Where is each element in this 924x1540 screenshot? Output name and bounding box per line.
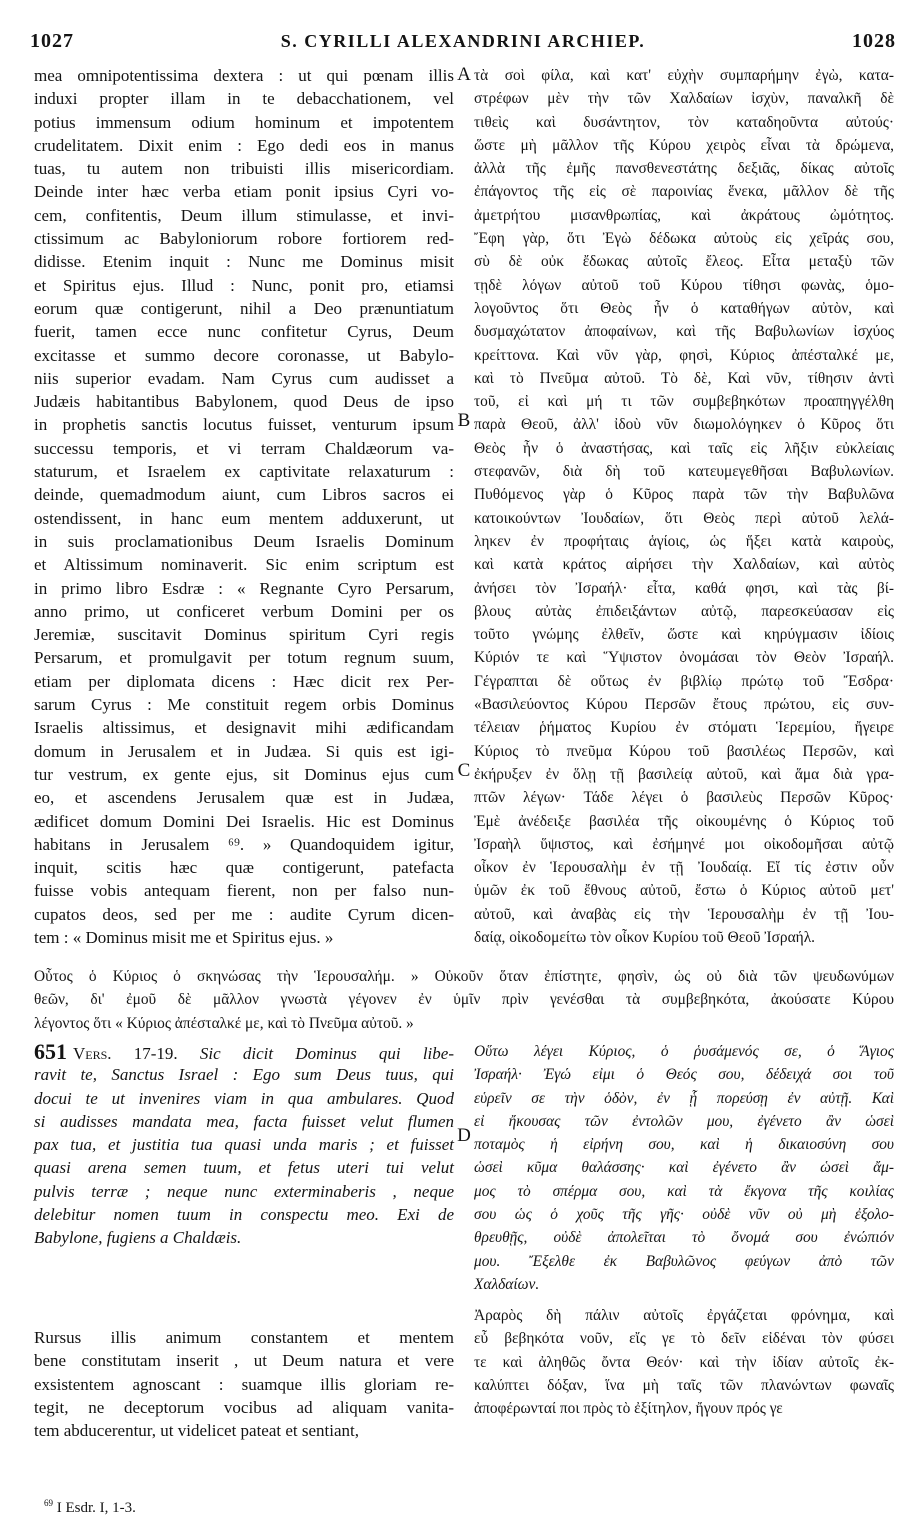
text-line: etiam per diplomata dicens : Hæc dicit rex Per- xyxy=(34,671,454,691)
text-line: καλύπτει δόξαν, ἵνα μὴ ταῖς τῶν πλανώντων φωναῖς xyxy=(474,1376,894,1394)
text-line: induxi propter illam in te debacchationem, vel xyxy=(34,89,454,109)
margin-marker-c: C xyxy=(457,760,471,781)
text-line: eorum quæ contigerunt, nihil a Deo prænuntiatum xyxy=(34,298,454,318)
text-line: εἰ ἤκουσας τῶν ἐντολῶν μου, ἐγένετο ἂν ὡσεὶ xyxy=(474,1112,894,1130)
text-line: ædificet domum Domini Dei Israelis. Hic est Dominus xyxy=(34,811,454,831)
text-line: τέλειαν ῥήματος Κυρίου ἐν στόματι Ἱερεμίου, ἤγειρε xyxy=(474,719,894,737)
text-line: οἶκον ἐν Ἱερουσαλὴμ ἐν τῇ Ἰουδαίᾳ. Εἴ τίς ἐστιν οὖν xyxy=(474,859,894,877)
text-line: παρὰ Θεοῦ, ἀλλ' ἰδοὺ νῦν διωμολόγηκεν ὁ Κῦρος ὅτι xyxy=(474,416,894,434)
text-line: Ἰσραήλ· Ἐγώ εἰμι ὁ Θεός σου, δέδειχά σοι τοῦ xyxy=(474,1066,894,1084)
latin-column-part2 xyxy=(34,1326,454,1442)
text-line: ἀμετρήτου μισανθρωπίας, καὶ ἀκράτους ὠμότητος. xyxy=(474,206,894,224)
text-line: λογοῦντος ὅτι Θεὸς ἦν ὁ καταθήγων αὐτὸν, καὶ xyxy=(474,299,894,317)
text-line: ἀνήσει τὸν Ἰσραήλ· εἶτα, καθά φησι, καὶ τὰς βί- xyxy=(474,579,894,597)
text-line: tuas, tu autem non tribuisti illis misericordiam. xyxy=(34,159,454,179)
text-line: τῃδὲ λόγων αὐτοῦ τοῦ Κύρου τίθησι φωνὰς, ὁμο- xyxy=(474,276,894,294)
text-line: τοῦ, εἰ καὶ μή τι τῶν συμβεβηκότων προαπηγγέλθη xyxy=(474,393,894,411)
text-line: ἀποφέρωνταί ποι πρὸς τὸ ἐξίτηλον, ἤγουν πρός γε xyxy=(474,1400,783,1418)
text-line: Χαλδαίων. xyxy=(474,1275,540,1293)
text-line: Ἰσραὴλ ὕψιστος, καὶ ἐσήμηνέ μοι οἰκοδομῆσαι αὐτῷ xyxy=(474,835,894,853)
text-line: εὑρεῖν σε τὴν ὁδὸν, ἐν ᾗ πορεύσῃ ἐν αὐτῇ. Καὶ xyxy=(474,1089,894,1107)
text-line: tem : « Dominus misit me et Spiritus ejus. » xyxy=(34,927,334,947)
text-line: deinde, quemadmodum aiunt, cum Libros sacros ei xyxy=(34,485,454,505)
text-line: quasi arena semen tuum, et fetus uteri tui velut xyxy=(34,1158,454,1178)
text-line: fuisse vobis antequam fierent, non per falso nun- xyxy=(34,881,454,901)
text-line: Ἀραρὸς δὴ πάλιν αὐτοῖς ἐργάζεται φρόνημα, καὶ xyxy=(474,1307,894,1324)
text-line: στεφανῶν, διὰ δὴ τοῦ κατευμεγεθῆσαι Βαβυλωνίων. xyxy=(474,463,894,481)
section-number: 651 xyxy=(34,1039,67,1064)
running-title: S. CYRILLI ALEXANDRINI ARCHIEP. xyxy=(280,31,646,51)
text-line: «Βασιλεύοντος Κύρου Περσῶν ἔτους πρώτου, εἰς συν- xyxy=(474,696,894,714)
text-line: ostendissent, in hanc eum mentem adduxerunt, ut xyxy=(34,508,454,528)
text-line: Persarum, et promulgavit per totum regnum suum, xyxy=(34,648,454,668)
text-line: κρείττονα. Καὶ νῦν γὰρ, φησὶ, Κύριος ἀπέσταλκέ με, xyxy=(474,346,894,364)
text-line: ποταμὸς ἡ εἰρήνη σου, καὶ ἡ δικαιοσύνη σου xyxy=(474,1136,894,1154)
text-line: ληκεν ἐν προφήταις ἁγίοις, ὡς ἥξει κατὰ καιροὺς, xyxy=(474,532,894,550)
text-line: docui te ut invenires viam in qua ambulares. Quod xyxy=(34,1088,454,1108)
text-line: καὶ τὸ Πνεῦμα αὐτοῦ. Τὸ δὲ, Καὶ νῦν, τίθησιν ἀντὶ xyxy=(474,369,894,387)
text-line: Οὕτω λέγει Κύριος, ὁ ῥυσάμενός σε, ὁ Ἅγιος xyxy=(474,1043,894,1060)
latin-column-part1 xyxy=(34,64,454,949)
text-line: τοῦτο γνώμης ἐλθεῖν, ὥστε καὶ κηρύγμασιν ἰδίοις xyxy=(474,626,894,644)
text-line: habitans in Jerusalem ⁶⁹. » Quandoquidem igitur, xyxy=(34,834,454,854)
text-line: ὑμῶν ἐκ τοῦ ἔθνους αὐτοῦ, ἔστω ὁ Κύριος αὐτοῦ μετ' xyxy=(474,882,894,900)
text-line: τιθεὶς καὶ δυσάντητον, τὸν καταδηοῦντα αὐτούς· xyxy=(474,113,894,131)
text-line: ἀλλὰ τῆς ἐμῆς πανσθενεστάτης δεξιᾶς, δίκας αὐτοῖς xyxy=(474,160,894,178)
text-line: καὶ κατὰ κράτος αἱρήσει τὴν Χαλδαίων, καὶ αὐτὸς xyxy=(474,556,894,574)
text-line: sarum Cyrus : Me constituit regem orbis Dominus xyxy=(34,695,454,715)
text-line: tur vestrum, ex gente ejus, sit Dominus ejus cum xyxy=(34,764,454,784)
text-line: in primo libro Esdræ : « Regnante Cyro Persarum, xyxy=(34,578,454,598)
text-line: niis superior evadam. Nam Cyrus cum audisset a xyxy=(34,368,454,388)
text-line: Judæis habitantibus Babylonem, quod Deus de ipso xyxy=(34,392,454,412)
text-line: μου. Ἔξελθε ἐκ Βαβυλῶνος φεύγων ἀπὸ τῶν xyxy=(474,1252,894,1270)
text-line: tem abducerentur, ut videlicet pateat et sentiant, xyxy=(34,1421,360,1441)
text-line: λέγοντος ὅτι « Κύριος ἀπέσταλκέ με, καὶ τὸ Πνεῦμα αὐτοῦ. » xyxy=(34,1014,414,1032)
text-line: Deinde inter hæc verba etiam ponit ipsius Cyri vo- xyxy=(34,182,454,202)
latin-verse-block xyxy=(34,1040,454,1250)
text-line: pax tua, et justitia tua quasi unda maris ; et fuisset xyxy=(34,1135,454,1155)
text-line: σὺ δὲ οὐκ ἔδωκας αὐτοῖς ἔλεος. Εἶτα μεταξὺ τῶν xyxy=(474,253,894,271)
text-line: tegit, ne deceptorum vocibus ad aliquam vanita- xyxy=(34,1397,454,1417)
page-number-left: 1027 xyxy=(30,30,74,52)
text-line: Πυθόμενος γὰρ ὁ Κῦρος παρὰ τῶν τὴν Βαβυλῶνα xyxy=(474,486,894,504)
text-line: anno primo, ut conficeret verbum Domini per os xyxy=(34,601,454,621)
text-line: ravit te, Sanctus Israel : Ego sum Deus tuus, qui xyxy=(34,1065,454,1085)
text-line: στρέφων μὲν τὴν τῶν Χαλδαίων ἰσχὺν, παναλκῆ δὲ xyxy=(474,90,894,108)
text-line: τὰ σοὶ φίλα, καὶ κατ' εὐχὴν συμπαρήμην ἐγὼ, κατα- xyxy=(474,67,894,84)
text-line: Jeremiæ, suscitavit Dominus spiritum Cyri regis xyxy=(34,625,454,645)
text-line: domum in Jerusalem et in Judæa. Si quis est igi- xyxy=(34,741,454,761)
text-line: δαίᾳ, οἰκοδομείτω τὸν οἶκον Κυρίου τοῦ Θεοῦ Ἰσραήλ. xyxy=(474,928,816,946)
text-line: Κύριος τὸ πνεῦμα Κύρου τοῦ βασιλέως Περσῶν, καὶ xyxy=(474,742,894,760)
footnote-text: I Esdr. I, 1-3. xyxy=(53,1500,136,1516)
text-line: ἐκήρυξεν ἐν ὅλῃ τῇ βασιλείᾳ αὐτοῦ, καὶ ἅμα διὰ γρα- xyxy=(474,765,894,783)
text-line: Γέγραπται δὲ οὕτως ἐν βιβλίῳ πρώτῳ τοῦ Ἔσδρα· xyxy=(474,672,894,690)
text-line: si audisses mandata mea, facta fuisset velut flumen xyxy=(34,1111,454,1131)
latin-verse-first-line xyxy=(34,1040,454,1063)
text-line: θρευθῇς, οὐδὲ ἀπολεῖται τὸ ὄνομά σου ἐνώπιόν xyxy=(474,1229,894,1247)
greek-column-part1 xyxy=(474,64,894,949)
text-line: δυσμαχώτατον ἀποφαίνων, καὶ τῆς Βαβυλωνίων ἰσχύος xyxy=(474,323,894,341)
text-line: delebitur nomen tuum in conspectu meo. Exi de xyxy=(34,1205,454,1225)
text-line: Ἔφη γὰρ, ὅτι Ἐγὼ δέδωκα αὐτοὺς εἰς χεῖράς σου, xyxy=(474,230,894,248)
text-line: Οὗτος ὁ Κύριος ὁ σκηνώσας τὴν Ἱερουσαλήμ. » Οὐκοῦν ὅταν ἐπίστητε, φησὶν, ὡς οὐ διὰ τῶν ψευδωνύμων xyxy=(34,968,894,985)
text-line: cem, confitentis, Deum illum stimulasse, et invi- xyxy=(34,205,454,225)
text-line: in prophetis sanctis locutus fuisset, venturum ipsum xyxy=(34,415,454,435)
text-line: πτῶν λέγων· Τάδε λέγει ὁ βασιλεὺς Περσῶν Κῦρος· xyxy=(474,789,894,807)
text-line: bene constitutam inserit , ut Deum natura et vere xyxy=(34,1351,454,1371)
text-line: cupatos deos, sed per me : audite Cyrum dicen- xyxy=(34,904,454,924)
text-line: Babylone, fugiens a Chaldæis. xyxy=(34,1228,242,1248)
greek-column-part2 xyxy=(474,1304,894,1420)
text-line: in suis proclamationibus Deum Israelis Dominum xyxy=(34,531,454,551)
text-line: ctissimum ac Babyloniorum robore fortiorem red- xyxy=(34,229,454,249)
text-line: βλους αὐτὰς ἐπιδειξάντων αὐτῷ, παρεσκεύασαν εἰς xyxy=(474,602,894,620)
text-line: ὡσεὶ κῦμα θαλάσσης· καὶ ἐγένετο ἂν ὡσεὶ ἄμ- xyxy=(474,1159,894,1177)
text-line: potius immensum odium hominum et impotentem xyxy=(34,112,454,132)
page-header xyxy=(30,30,896,60)
footnote-number: 69 xyxy=(44,1498,53,1508)
text-line: αὐτοῦ, καὶ ἀναβὰς εἰς τὴν Ἱερουσαλὴμ ἐν τῇ Ἰου- xyxy=(474,905,894,923)
margin-marker-a: A xyxy=(457,64,471,85)
page-number-right: 1028 xyxy=(852,30,896,52)
text-line: et Altissimum nominaverit. Sic enim scriptum est xyxy=(34,555,454,575)
text-line: κατοικούντων Ἰουδαίων, ὅτι Θεὸς περὶ αὐτοῦ λελά- xyxy=(474,509,894,527)
margin-marker-d: D xyxy=(457,1125,471,1146)
text-line: mea omnipotentissima dextera : ut qui pœnam illis xyxy=(34,66,454,85)
text-line: eo, et ascendens Jerusalem quæ est in Judæa, xyxy=(34,788,454,808)
spanning-greek-text xyxy=(34,965,894,1035)
text-line: Ἐμὲ ἀνέδειξε βασιλέα τῆς οἰκουμένης ὁ Κύριος τοῦ xyxy=(474,812,894,830)
text-line: pulvis terræ ; neque nunc exterminaberis , neque xyxy=(34,1181,454,1201)
latin-verse-line: Sic dicit Dominus qui libe- xyxy=(177,1044,454,1063)
text-line: Θεὸς ἦν ὁ ἀναστήσας, καὶ ταῖς εἰς λῆξιν εὐκλείαις xyxy=(474,439,894,457)
text-line: Rursus illis animum constantem et mentem xyxy=(34,1328,454,1347)
text-line: fuerit, tamen ecce nunc confitetur Cyrus, Deum xyxy=(34,322,454,342)
text-line: excitasse et summo decore coronasse, ut Babylo- xyxy=(34,345,454,365)
text-line: ἐπάγοντος τῆς εἰς σὲ παροινίας ἕνεκα, μᾶλλον δὲ τῆς xyxy=(474,183,894,201)
text-line: successu temporis, et vi terram Chaldæorum va- xyxy=(34,438,454,458)
text-line: crudelitatem. Dixit enim : Ego dedi eos in manus xyxy=(34,135,454,155)
text-line: Israelis altissimus, et designavit mihi ædificandam xyxy=(34,718,454,738)
verse-reference: Vers. 17-19. xyxy=(73,1044,178,1063)
text-line: Κύριόν τε καὶ Ὕψιστον ὀνομάσαι τὸν Θεὸν Ἰσραήλ. xyxy=(474,649,894,667)
text-line: σου ὡς ὁ χοῦς τῆς γῆς· οὐδὲ νῦν οὐ μὴ ἐξολο- xyxy=(474,1206,894,1224)
text-line: et Spiritus ejus. Illud : Nunc, ponit pro, etiamsi xyxy=(34,275,454,295)
footnote xyxy=(44,1498,136,1517)
text-line: inquit, scitis hæc quæ contigerunt, patefacta xyxy=(34,858,454,878)
text-line: exsistentem agnoscant : suamque illis gloriam re- xyxy=(34,1374,454,1394)
text-line: μος τὸ σπέρμα σου, καὶ τὰ ἔκγονα τῆς κοιλίας xyxy=(474,1182,894,1200)
text-line: τε καὶ ἀληθῶς ὄντα Θεόν· καὶ τὴν ἰδίαν αὐτοῖς ἐκ- xyxy=(474,1353,894,1371)
text-line: εὖ βεβηκότα νοῦν, εἴς γε τὸ δεῖν εἰδέναι τὸν φύσει xyxy=(474,1330,894,1348)
margin-marker-b: B xyxy=(457,410,471,431)
text-line: ὥστε μὴ μᾶλλον τῆς Κύρου χειρὸς εἶναι τὰ δρώμενα, xyxy=(474,136,894,154)
greek-verse-block xyxy=(474,1040,894,1296)
text-line: didisse. Etenim inquit : Nunc me Dominus misit xyxy=(34,252,454,272)
text-line: staturum, et Israelem ex captivitate relaxaturum : xyxy=(34,462,454,482)
text-line: θεῶν, δι' ἐμοῦ δὲ μᾶλλον γνωστὰ γέγονεν ἐν ὑμῖν πρὶν γενέσθαι τὰ συμβεβηκότα, ἀκούσατε Κύρου xyxy=(34,991,894,1009)
